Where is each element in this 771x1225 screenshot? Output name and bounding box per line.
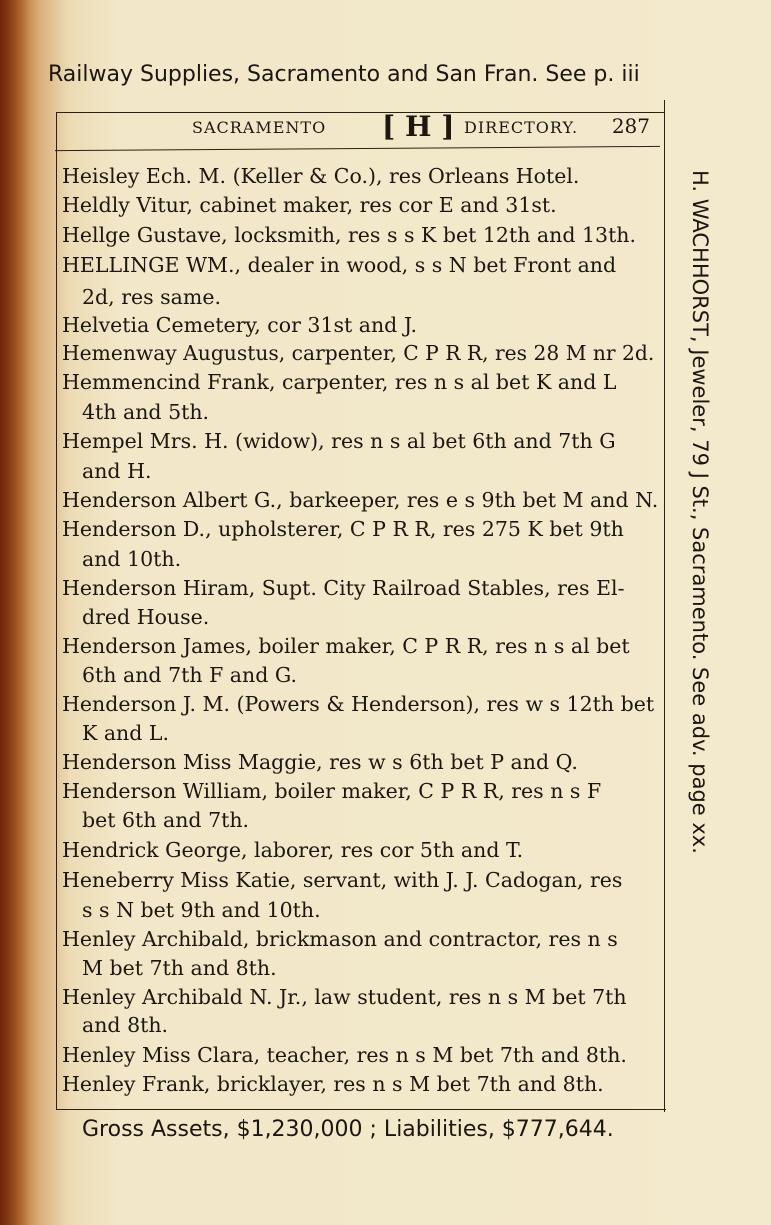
entry-line: Hellge Gustave, locksmith, res s s K bet 12th and 13th. xyxy=(62,223,637,247)
entry-line: Henderson J. M. (Powers & Henderson), res w s 12th bet xyxy=(62,692,655,716)
entry-line: Henley Archibald, brickmason and contractor, res n s xyxy=(62,927,618,951)
entry-line: Heldly Vitur, cabinet maker, res cor E and 31st. xyxy=(62,193,557,217)
entry-line: Hendrick George, laborer, res cor 5th and T. xyxy=(62,838,524,862)
entry-line: Henderson James, boiler maker, C P R R, res n s al bet xyxy=(62,634,630,658)
entry-line: dred House. xyxy=(82,605,210,629)
page-edge-shadow xyxy=(0,0,30,1225)
entry-line: Heneberry Miss Katie, servant, with J. J. Cadogan, res xyxy=(62,868,623,892)
entry-line: Helvetia Cemetery, cor 31st and J. xyxy=(62,313,417,337)
entry-line: 4th and 5th. xyxy=(82,400,210,424)
entry-line: s s N bet 9th and 10th. xyxy=(82,898,321,922)
entry-line: and 10th. xyxy=(82,547,182,571)
running-header xyxy=(62,110,660,144)
entry-line: Henderson Hiram, Supt. City Railroad Stables, res El- xyxy=(62,576,625,600)
entry-line: 6th and 7th F and G. xyxy=(82,663,298,687)
bottom-advertisement: Gross Assets, $1,230,000 ; Liabilities, $777,644. xyxy=(82,1117,614,1142)
entry-line: K and L. xyxy=(82,721,170,745)
header-letter: [ H ] xyxy=(382,110,455,143)
entry-line: Hempel Mrs. H. (widow), res n s al bet 6th and 7th G xyxy=(62,429,616,453)
entry-line: 2d, res same. xyxy=(82,285,221,309)
page-number: 287 xyxy=(611,114,650,138)
entry-line: Henderson Albert G., barkeeper, res e s 9th bet M and N. xyxy=(62,488,659,512)
entry-line: Hemenway Augustus, carpenter, C P R R, res 28 M nr 2d. xyxy=(62,341,655,365)
entry-line: Henley Archibald N. Jr., law student, res n s M bet 7th xyxy=(62,985,627,1009)
entry-line: Henderson William, boiler maker, C P R R, res n s F xyxy=(62,779,602,803)
right-border-rule xyxy=(664,100,665,1112)
entry-line: and 8th. xyxy=(82,1013,169,1037)
entry-line: Hemmencind Frank, carpenter, res n s al bet K and L xyxy=(62,370,617,394)
header-directory: DIRECTORY. xyxy=(464,118,579,137)
entry-line: Henley Miss Clara, teacher, res n s M bet 7th and 8th. xyxy=(62,1043,627,1067)
entry-line: M bet 7th and 8th. xyxy=(82,956,277,980)
entry-line: bet 6th and 7th. xyxy=(82,808,250,832)
entry-line: Heisley Ech. M. (Keller & Co.), res Orleans Hotel. xyxy=(62,164,580,188)
side-advertisement: H. WACHHORST, Jeweler, 79 J St., Sacramento. See adv. page xx. xyxy=(688,170,712,854)
entry-line: Henderson Miss Maggie, res w s 6th bet P and Q. xyxy=(62,750,578,774)
entry-line: Henley Frank, bricklayer, res n s M bet 7th and 8th. xyxy=(62,1072,604,1096)
entry-line: HELLINGE WM., dealer in wood, s s N bet Front and xyxy=(62,253,617,277)
top-advertisement: Railway Supplies, Sacramento and San Fran. See p. iii xyxy=(48,62,640,87)
bottom-border-rule xyxy=(56,1109,666,1110)
header-bottom-rule xyxy=(55,146,660,151)
entry-line: and H. xyxy=(82,459,152,483)
left-border-rule xyxy=(56,112,57,1110)
header-city: SACRAMENTO xyxy=(192,118,327,137)
entry-line: Henderson D., upholsterer, C P R R, res 275 K bet 9th xyxy=(62,517,624,541)
